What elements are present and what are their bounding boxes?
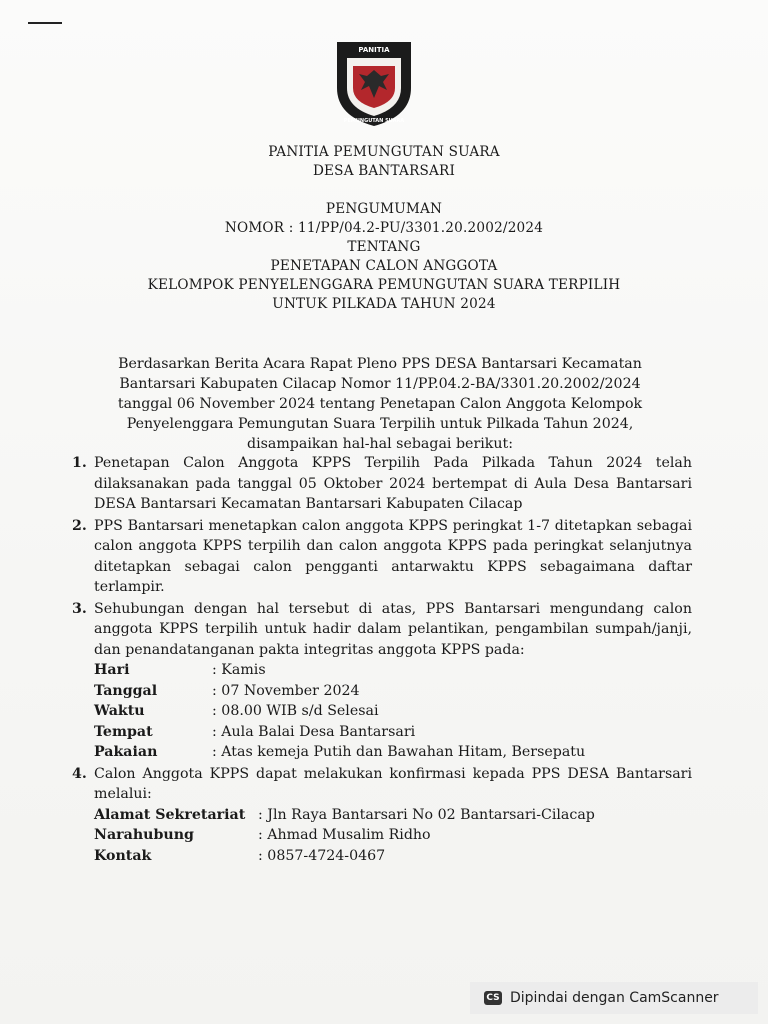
intro-line-1: Berdasarkan Berita Acara Rapat Pleno PPS DESA Bantarsari Kecamatan [118,356,642,372]
intro-line-4: Penyelenggara Pemungutan Suara Terpilih untuk Pilkada Tahun 2024, [126,416,634,432]
org-line-2: DESA BANTARSARI [312,163,456,179]
title-line-3: TENTANG [347,239,421,255]
list-item [72,516,692,598]
list-text: Sehubungan dengan hal tersebut di atas, PPS Bantarsari mengundang calon anggota KPPS terpilih untuk hadir dalam pelantikan, pengambilan sumpah/janji, dan penandatanganan pakta integritas anggota KPPS pada: [94,600,692,658]
list-number: 4. [72,765,87,782]
list-body [94,764,692,867]
detail-row [94,681,692,702]
camscanner-icon: CS [484,991,502,1005]
announcement-title [0,200,768,314]
list-text: PPS Bantarsari menetapkan calon anggota KPPS peringkat 1-7 ditetapkan sebagai calon anggota KPPS terpilih dan calon anggota KPPS pada peringkat selanjutnya ditetapkan sebagai calon pengganti antarwaktu KPPS sebagaimana daftar terlampir. [94,517,692,595]
pps-logo [331,36,417,128]
detail-value: : Ahmad Musalim Ridho [258,827,431,843]
intro-line-2: Bantarsari Kabupaten Cilacap Nomor 11/PP.04.2-BA/3301.20.2002/2024 [119,376,641,392]
camscanner-watermark [470,982,758,1014]
title-line-4: PENETAPAN CALON ANGGOTA [270,258,498,274]
detail-value: : 0857-4724-0467 [258,847,386,864]
detail-row [94,742,692,763]
detail-label: Waktu [94,703,145,719]
list-text: Calon Anggota KPPS dapat melakukan konfirmasi kepada PPS DESA Bantarsari melalui: [94,765,692,802]
detail-label: Narahubung [94,827,194,843]
title-line-2: NOMOR : 11/PP/04.2-PU/3301.20.2002/2024 [224,220,544,236]
list-item [72,599,692,763]
detail-value: : 07 November 2024 [212,682,360,699]
logo-text-top: PANITIA [358,46,390,54]
detail-label: Hari [94,662,130,678]
detail-label: Pakaian [94,744,158,760]
detail-label: Alamat Sekretariat [94,806,246,823]
detail-row [94,722,692,743]
list-number: 1. [72,455,87,471]
corner-mark [28,22,62,24]
logo-text-bottom: PEMUNGUTAN SUARA [343,118,405,124]
detail-row [94,805,692,826]
intro-line-5: disampaikan hal-hal sebagai berikut: [247,436,513,452]
org-header [0,143,768,181]
watermark-text: Dipindai dengan CamScanner [510,990,719,1006]
detail-label: Tempat [94,723,153,740]
numbered-list [72,453,692,867]
detail-value: : 08.00 WIB s/d Selesai [212,703,379,719]
org-line-1: PANITIA PEMUNGUTAN SUARA [268,144,500,160]
title-line-6: UNTUK PILKADA TAHUN 2024 [272,296,496,312]
detail-value: : Kamis [212,662,266,678]
detail-label: Kontak [94,847,152,864]
list-item [72,453,692,515]
title-line-5: KELOMPOK PENYELENGGARA PEMUNGUTAN SUARA TERPILIH [147,277,621,293]
detail-row [94,825,692,846]
detail-row [94,846,692,867]
list-number: 2. [72,517,87,534]
detail-value: : Atas kemeja Putih dan Bawahan Hitam, Bersepatu [212,744,586,760]
list-item [72,764,692,867]
detail-value: : Jln Raya Bantarsari No 02 Bantarsari-Cilacap [258,806,595,823]
list-body [94,599,692,763]
list-number: 3. [72,600,87,617]
title-line-1: PENGUMUMAN [325,201,443,217]
detail-row [94,660,692,681]
intro-line-3: tanggal 06 November 2024 tentang Penetapan Calon Anggota Kelompok [117,396,643,412]
detail-row [94,701,692,722]
intro-paragraph [80,354,680,454]
detail-label: Tanggal [94,682,158,699]
list-text: Penetapan Calon Anggota KPPS Terpilih Pada Pilkada Tahun 2024 telah dilaksanakan pada tanggal 05 Oktober 2024 bertempat di Aula Desa Bantarsari DESA Bantarsari Kecamatan Bantarsari Kabupaten Cilacap [94,455,692,512]
detail-value: : Aula Balai Desa Bantarsari [212,723,416,740]
